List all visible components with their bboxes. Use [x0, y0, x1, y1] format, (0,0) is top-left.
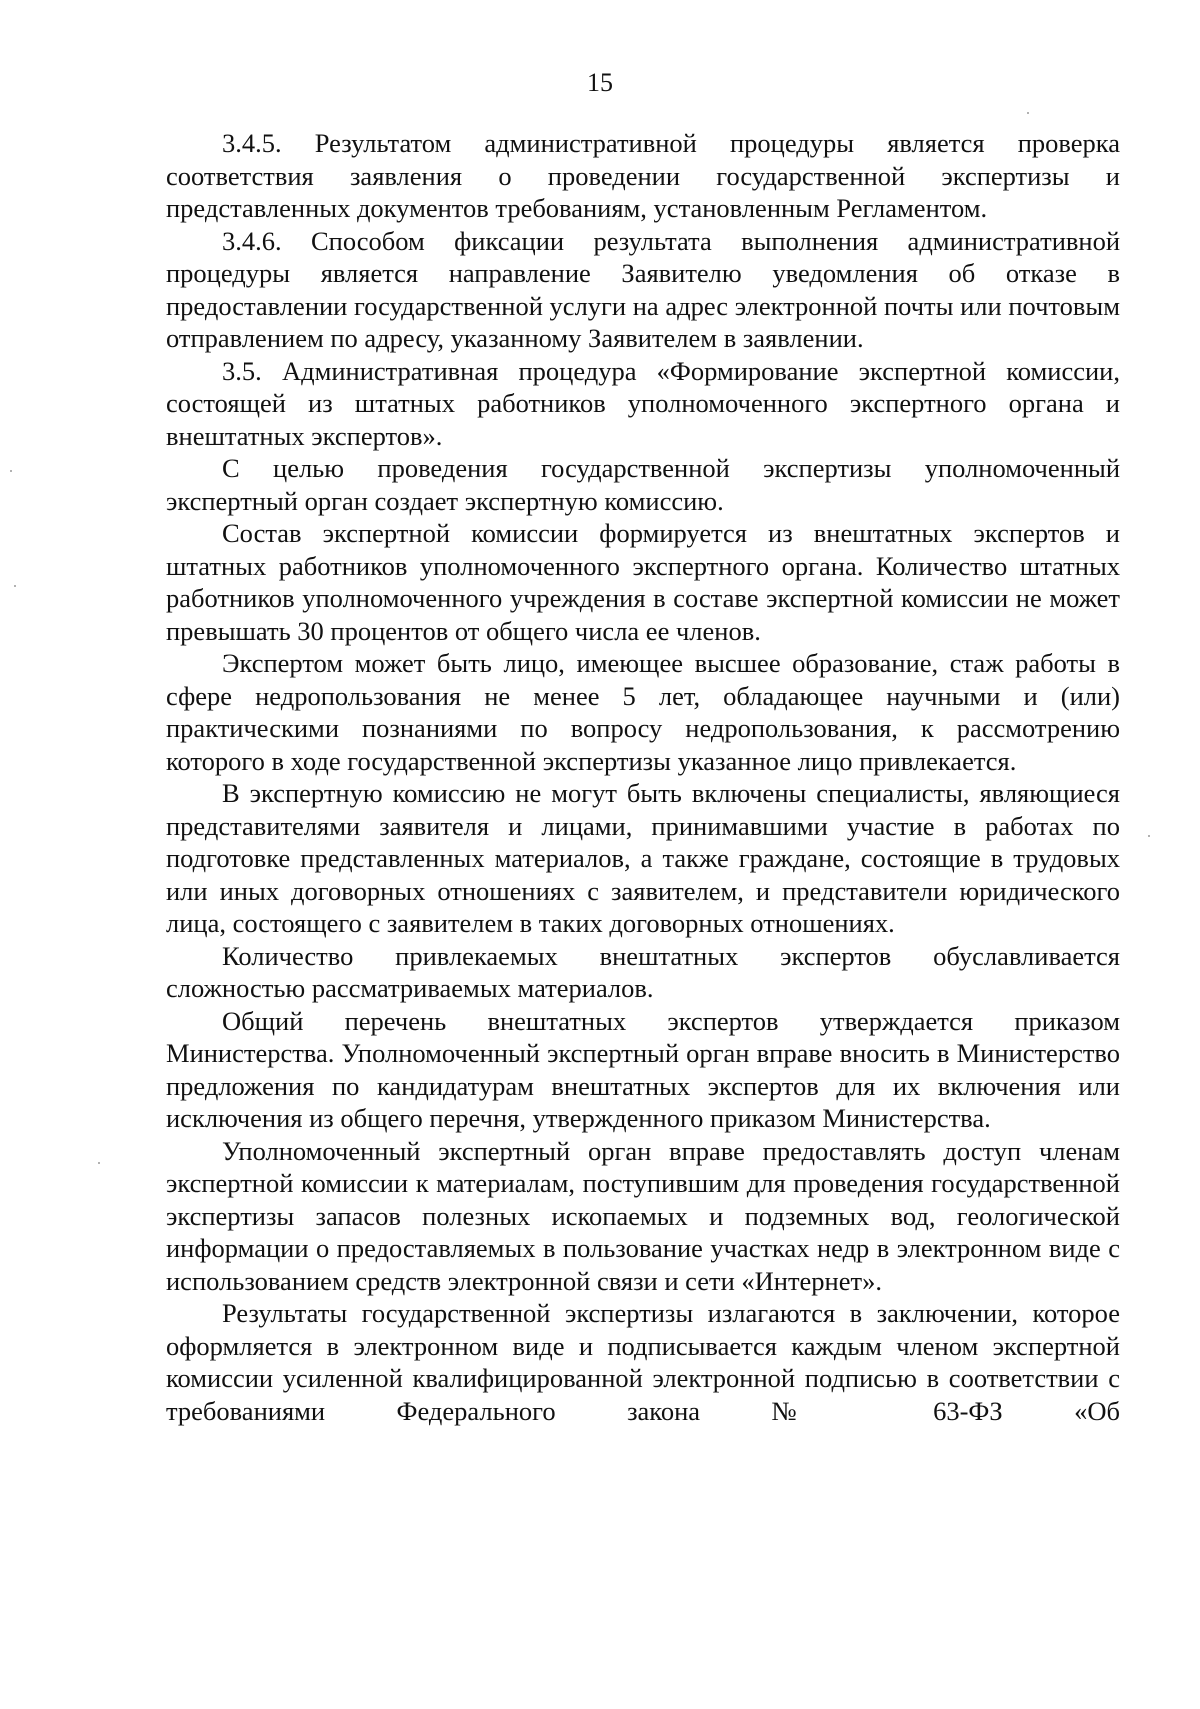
paragraph-exclusions: В экспертную комиссию не могут быть включены специалисты, являющиеся представителями заявителя и лицами, принимавшими участие в работах по подготовке представленных материалов, а также граждане, состоящие в трудовых или иных договорных отношениях с заявителем, и представители юридического лица, состоящего с заявителем в таких договорных отношениях. — [166, 778, 1120, 938]
scan-speck — [10, 470, 12, 472]
scan-speck — [1148, 835, 1150, 837]
scan-speck — [98, 1162, 100, 1164]
paragraph-3-5-heading: 3.5. Административная процедура «Формирование экспертной комиссии, состоящей из штатных работников уполномоченного экспертного органа и внештатных экспертов». — [166, 355, 1120, 451]
scan-speck — [14, 585, 16, 587]
paragraph-expert-list: Общий перечень внештатных экспертов утверждается приказом Министерства. Уполномоченный экспертный орган вправе вносить в Министерство предложения по кандидатурам внештатных экспертов для их включения или исключения из общего перечня, утвержденного приказом Министерства. — [166, 1005, 1120, 1133]
document-body — [166, 127, 1120, 1427]
paragraph-3-4-5: 3.4.5. Результатом административной процедуры является проверка соответствия заявления о проведении государственной экспертизы и представленных документов требованиям, установленным Регламентом. — [166, 128, 1120, 223]
scan-speck — [1027, 112, 1029, 114]
paragraph-results: Результаты государственной экспертизы излагаются в заключении, которое оформляется в электронном виде и подписывается каждым членом экспертной комиссии усиленной квалифицированной электронной подписью в соответствии с требованиями Федерального закона № 63-ФЗ «Об — [166, 1298, 1120, 1426]
paragraph-expert-requirements: Экспертом может быть лицо, имеющее высшее образование, стаж работы в сфере недропользования не менее 5 лет, обладающее научными и (или) практическими познаниями по вопросу недропользования, к рассмотрению которого в ходе государственной экспертизы указанное лицо привлекается. — [166, 648, 1120, 776]
page-number: 15 — [587, 68, 613, 97]
paragraph-material-access: Уполномоченный экспертный орган вправе предоставлять доступ членам экспертной комиссии к материалам, поступившим для проведения государственной экспертизы запасов полезных ископаемых и подземных вод, геологической информации о предоставляемых в пользование участках недр в электронном виде с использованием средств электронной связи и сети «Интернет». — [166, 1135, 1120, 1296]
paragraph-commission-composition: Состав экспертной комиссии формируется из внештатных экспертов и штатных работников уполномоченного экспертного органа. Количество штатных работников уполномоченного учреждения в составе экспертной комиссии не может превышать 30 процентов от общего числа ее членов. — [166, 518, 1120, 646]
paragraph-expert-count: Количество привлекаемых внештатных экспертов обуславливается сложностью рассматриваемых материалов. — [166, 940, 1120, 1003]
paragraph-3-4-6: 3.4.6. Способом фиксации результата выполнения административной процедуры является направление Заявителю уведомления об отказе в предоставлении государственной услуги на адрес электронной почты или почтовым отправлением по адресу, указанному Заявителем в заявлении. — [166, 225, 1120, 353]
paragraph-commission-purpose: С целью проведения государственной экспертизы уполномоченный экспертный орган создает экспертную комиссию. — [166, 453, 1120, 516]
